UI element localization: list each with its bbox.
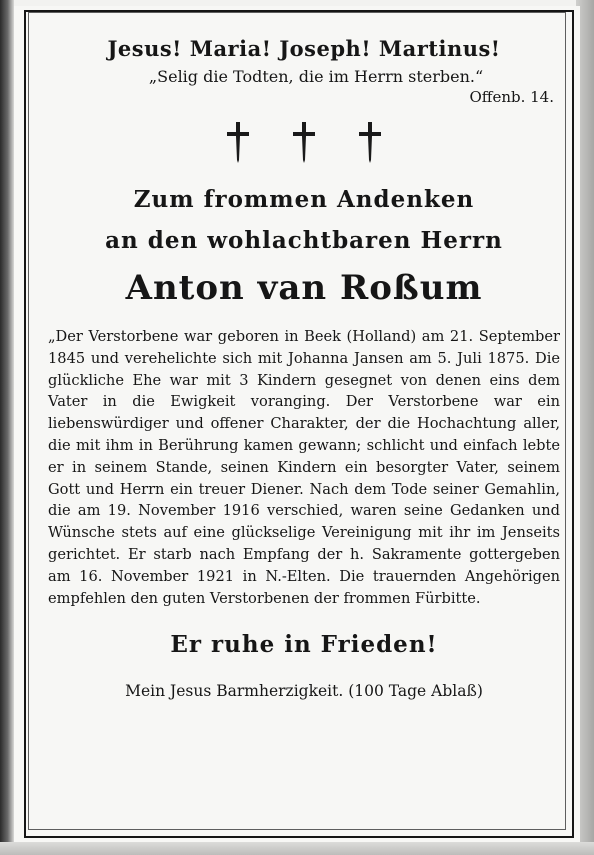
photo-left-shadow [0,0,14,855]
photo-bottom-edge [0,842,594,855]
card-content [44,26,564,836]
invocation: Jesus! Maria! Joseph! Martinus! [107,36,501,61]
indulgence-prayer: Mein Jesus Barmherzigkeit. (100 Tage Ablaß) [125,682,483,701]
heading-line-2: an den wohlachtbaren Herrn [105,227,503,254]
bible-quote: „Selig die Todten, die im Herrn sterben.“ [148,67,484,86]
cross-icon [290,120,318,164]
deceased-name: Anton van Roßum [125,268,483,308]
cross-icon [224,120,252,164]
biography-text: „Der Verstorbene war geboren in Beek (Holland) am 21. September 1845 und verehelichte sich mit Johanna Jansen am 5. Juli 1875. Die glückliche Ehe war mit 3 Kindern gesegnet von denen eins dem Vater in die Ewigkeit voranging. Der Verstorbene war ein liebenswürdiger und offener Charakter, der die Hochachtung aller, die mit ihm in Berührung kamen gewann; schlicht und einfach lebte er in seinem Stande, seinen Kindern ein besorgter Vater, seinem Gott und Herrn ein treuer Diener. Nach dem Tode seiner Gemahlin, die am 19. November 1916 verschied, waren seine Gedanken und Wünsche stets auf eine glückselige Vereinigung mit ihr im Jenseits gerichtet. Er starb nach Empfang der h. Sakramente gottergeben am 16. November 1921 in N.-Elten. Die trauernden Angehörigen empfehlen den guten Verstorbenen der frommen Fürbitte. [48,328,560,607]
heading-line-1: Zum frommen Andenken [133,186,475,213]
quote-source: Offenb. 14. [469,88,554,106]
cross-icon [356,120,384,164]
crosses-row [44,120,564,164]
closing-blessing: Er ruhe in Frieden! [170,631,438,659]
memorial-card [14,6,580,842]
